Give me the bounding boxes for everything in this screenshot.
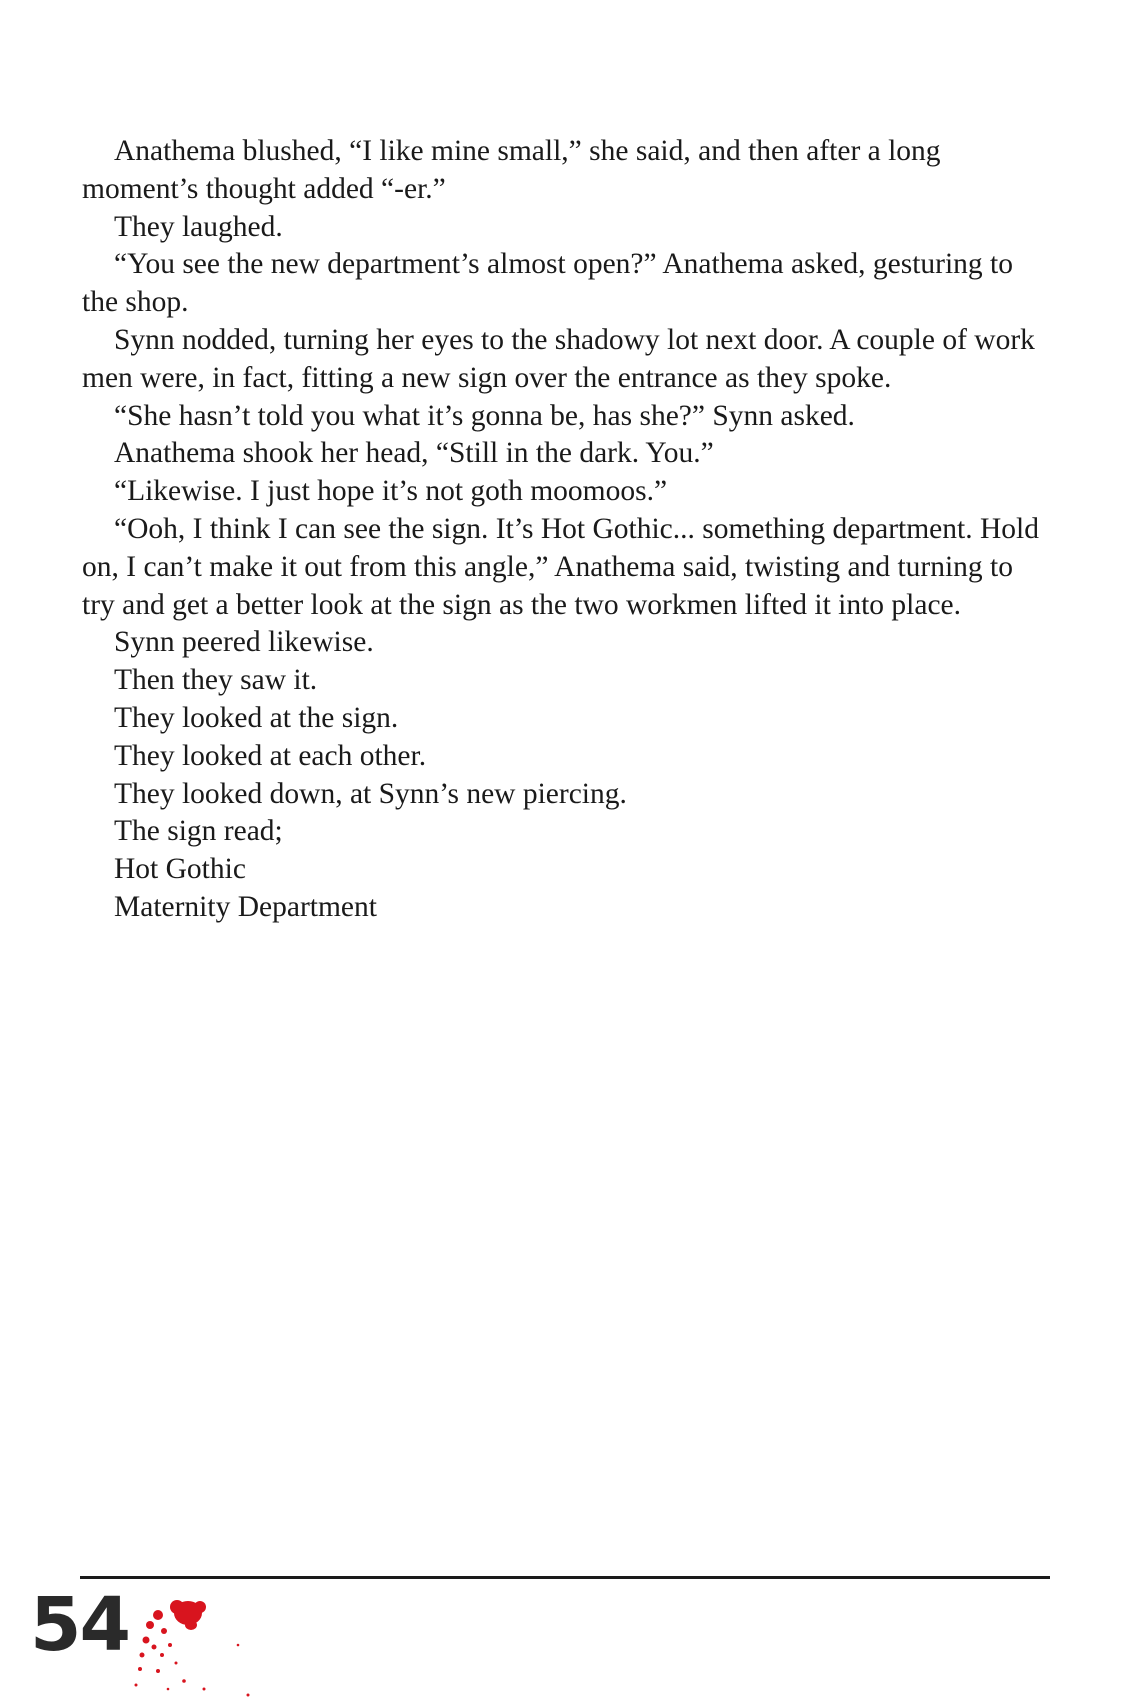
sign-line-1: Hot Gothic bbox=[114, 853, 246, 886]
paragraph: They looked at each other. bbox=[114, 739, 427, 772]
paragraph: Then they saw it. bbox=[114, 664, 318, 697]
paragraph: Anathema shook her head, “Still in the dark. You.” bbox=[114, 437, 714, 470]
paragraph: They looked down, at Synn’s new piercing. bbox=[114, 777, 627, 810]
paragraph: Anathema blushed, “I like mine small,” she said, and then after a long moment’s thought added “-er.” bbox=[82, 135, 941, 205]
paragraph: Synn peered likewise. bbox=[114, 626, 374, 659]
paragraph: They looked at the sign. bbox=[114, 701, 399, 734]
paragraph: The sign read; bbox=[114, 815, 283, 848]
paragraph: They laughed. bbox=[114, 210, 283, 243]
paragraph: “Ooh, I think I can see the sign. It’s Hot Gothic... something department. Hold on, I can’t make it out from this angle,” Anathema said, twisting and turning to try and get a better look at the sign as the two workmen lifted it into place. bbox=[82, 512, 1039, 621]
body-text bbox=[82, 133, 1042, 927]
page-number: 54 bbox=[30, 1582, 129, 1668]
paragraph: “You see the new department’s almost open?” Anathema asked, gesturing to the shop. bbox=[82, 248, 1013, 319]
blood-splatter-icon bbox=[128, 1585, 278, 1700]
sign-line-2: Maternity Department bbox=[114, 890, 377, 923]
paragraph: “She hasn’t told you what it’s gonna be, has she?” Synn asked. bbox=[114, 399, 855, 432]
paragraph: Synn nodded, turning her eyes to the shadowy lot next door. A couple of work men were, in fact, fitting a new sign over the entrance as they spoke. bbox=[82, 323, 1035, 394]
paragraph: “Likewise. I just hope it’s not goth moomoos.” bbox=[114, 475, 668, 508]
footer-rule bbox=[80, 1576, 1050, 1579]
